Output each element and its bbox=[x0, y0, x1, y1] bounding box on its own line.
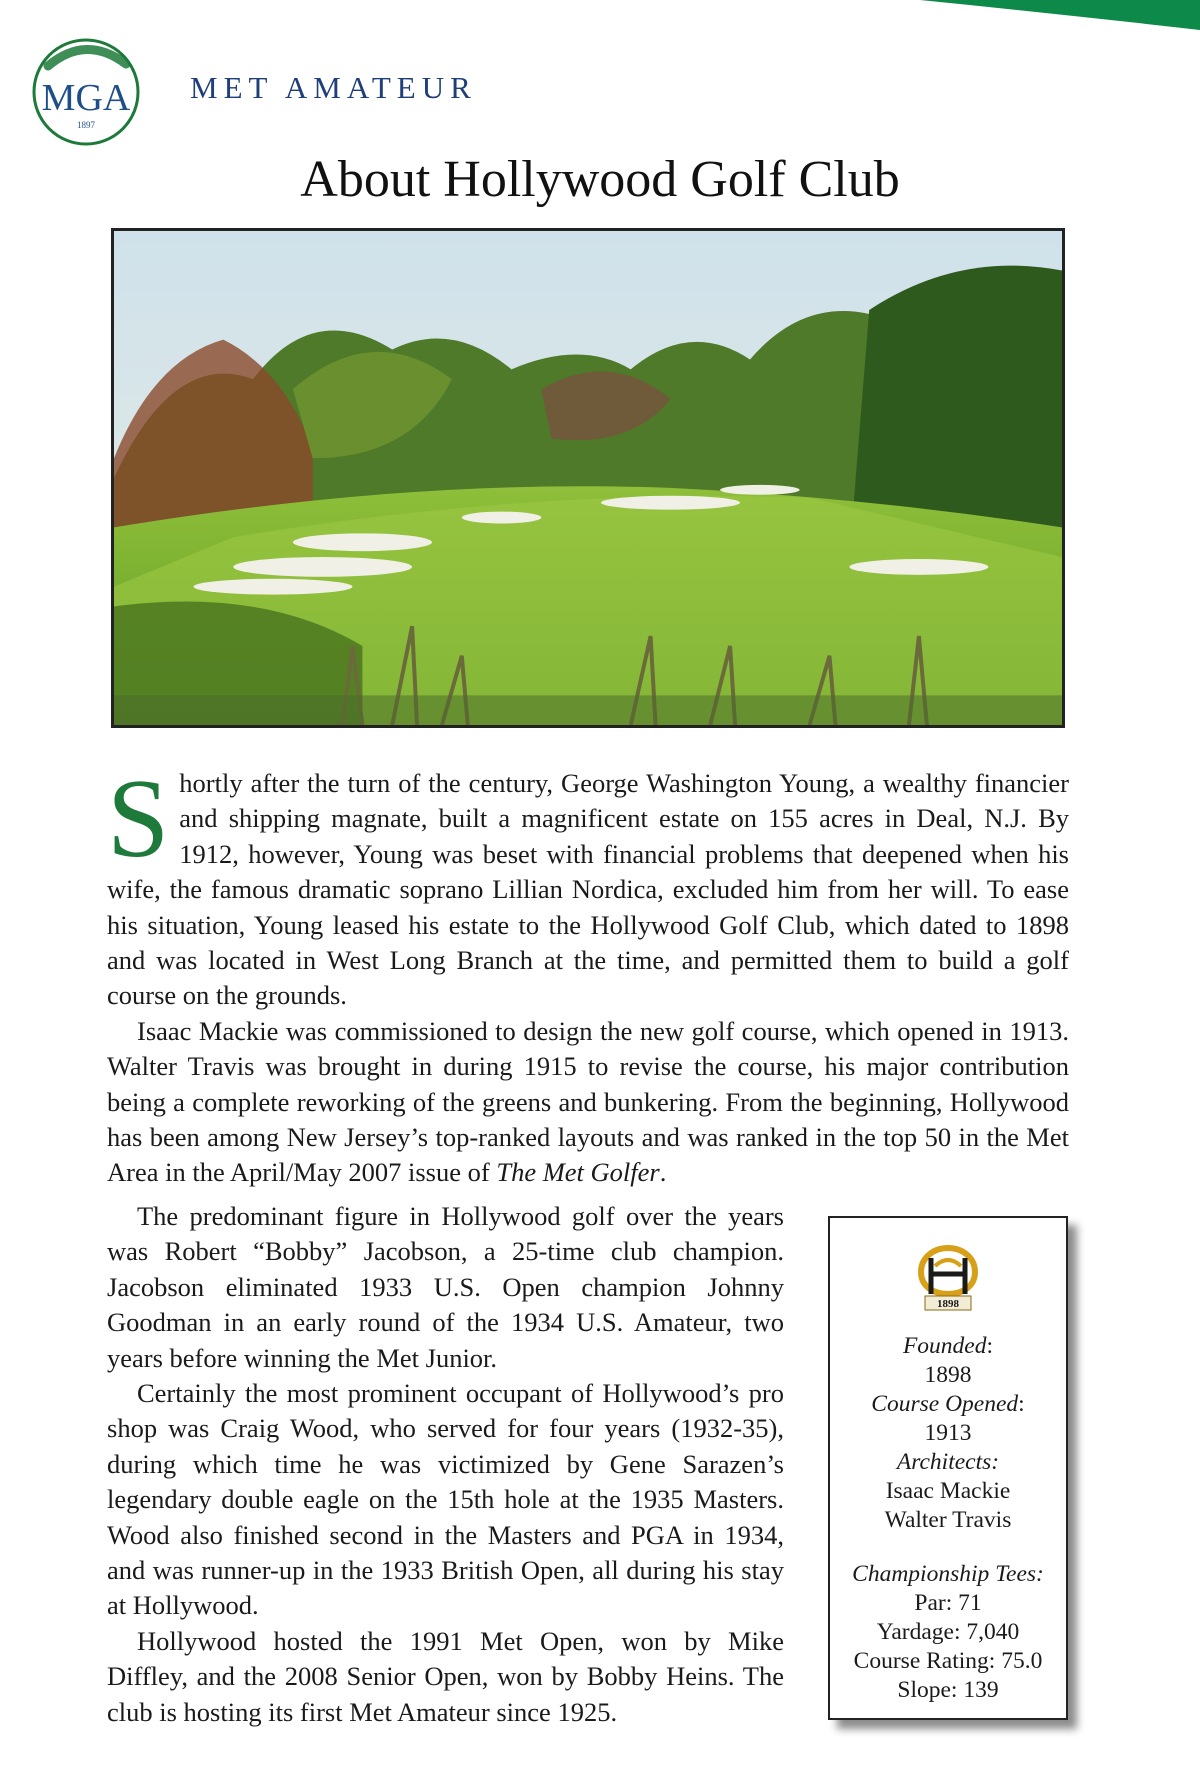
svg-text:1897: 1897 bbox=[77, 120, 95, 130]
rating-value: Course Rating: 75.0 bbox=[853, 1648, 1043, 1674]
club-crest-icon bbox=[911, 1244, 985, 1314]
architect-2: Walter Travis bbox=[884, 1507, 1012, 1533]
opened-value: 1913 bbox=[924, 1420, 972, 1446]
article-paragraph-1: Shortly after the turn of the century, George Washington Young, a wealthy financier and shipping magnate, built a magnificent estate on 155 acres in Deal, N.J. By 1912, however, Young was beset with financial problems that deepened when his wife, the famous dramatic soprano Lillian Nordica, excluded him from her will. To ease his situation, Young leased his estate to the Hollywood Golf Club, which dated to 1898 and was located in West Long Branch at the time, and permitted them to build a golf course on the grounds. bbox=[107, 757, 1069, 1011]
svg-text:1898: 1898 bbox=[937, 1298, 959, 1310]
article-paragraph-5: Hollywood hosted the 1991 Met Open, won by Mike Diffley, and the 2008 Senior Open, won by Bobby Heins. The club is hosting its first Met Amateur since 1925. bbox=[107, 1625, 784, 1727]
par-value: Par: 71 bbox=[914, 1590, 982, 1616]
page-title: About Hollywood Golf Club bbox=[300, 151, 900, 208]
article-paragraph-3: The predominant figure in Hollywood golf over the years was Robert “Bobby” Jacobson, a 25-time club champion. Jacobson eliminated 1933 U.S. Open champion Johnny Goodman in an early round of the 1934 U.S. Amateur, two years before winning the Met Junior. bbox=[107, 1201, 784, 1373]
article-paragraph-2: Isaac Mackie was commissioned to design the new golf course, which opened in 1913. Walter Travis was brought in during 1915 to revise the course, his major contribution being a complete reworking of the greens and bunkering. From the beginning, Hollywood has been among New Jersey’s top-ranked layouts and was ranked in the top 50 in the Met Area in the April/May 2007 issue of The Met Golfer. bbox=[107, 1015, 1069, 1188]
drop-cap: S bbox=[107, 757, 170, 881]
mga-logo bbox=[28, 30, 146, 148]
club-facts-box bbox=[828, 1216, 1068, 1720]
publication-title: MET AMATEUR bbox=[190, 70, 477, 105]
article-column bbox=[107, 1199, 784, 1730]
architects-label: Architects: bbox=[896, 1449, 1000, 1475]
slope-value: Slope: 139 bbox=[897, 1677, 999, 1703]
corner-swoosh-decoration bbox=[920, 0, 1200, 40]
tees-label: Championship Tees: bbox=[852, 1561, 1044, 1587]
magazine-title: The Met Golfer bbox=[496, 1157, 660, 1188]
founded-line: Founded: bbox=[902, 1333, 994, 1359]
golf-course-photo bbox=[111, 228, 1065, 728]
svg-text:MGA: MGA bbox=[41, 77, 131, 119]
founded-value: 1898 bbox=[924, 1362, 972, 1388]
yardage-value: Yardage: 7,040 bbox=[876, 1619, 1020, 1645]
article-intro bbox=[107, 757, 1069, 1191]
opened-line: Course Opened: bbox=[871, 1391, 1025, 1417]
architect-1: Isaac Mackie bbox=[885, 1478, 1011, 1504]
article-paragraph-4: Certainly the most prominent occupant of Hollywood’s pro shop was Craig Wood, who served for four years (1932-35), during which time he was victimized by Gene Sarazen’s legendary double eagle on the 15th hole at the 1935 Masters. Wood also finished second in the Masters and PGA in 1934, and was runner-up in the 1933 British Open, all during his stay at Hollywood. bbox=[107, 1378, 784, 1621]
